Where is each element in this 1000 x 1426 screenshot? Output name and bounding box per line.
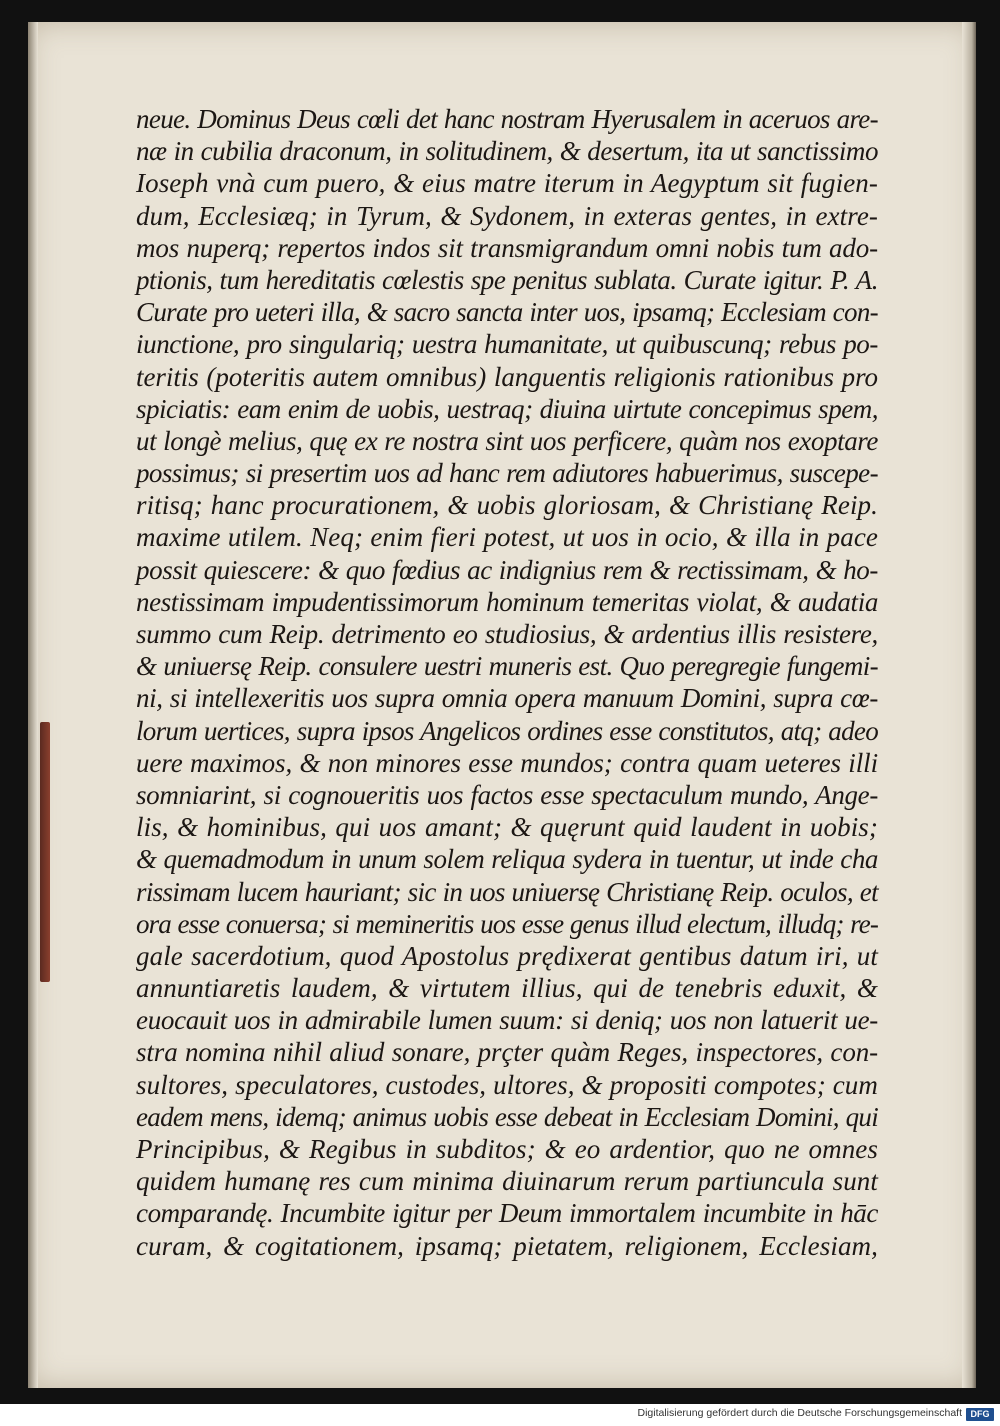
text-line: Ioseph vnà cum puero, & eius matre iterum in Aegyptum sit fugien- xyxy=(136,168,878,199)
text-line: euocauit uos in admirabile lumen suum: si deniq; uos non latuerit ue- xyxy=(136,1005,878,1036)
text-line: mos nuperq; repertos indos sit transmigrandum omni nobis tum ado- xyxy=(136,232,878,263)
body-text xyxy=(136,103,878,1262)
text-line: uere maximos, & non minores esse mundos; contra quam ueteres illi xyxy=(136,747,878,778)
text-line: ptionis, tum hereditatis cœlestis spe penitus sublata. Curate igitur. P. A. xyxy=(136,264,878,295)
text-line: stra nomina nihil aliud sonare, prçter quàm Reges, inspectores, con- xyxy=(136,1037,878,1068)
text-line: ni, si intellexeritis uos supra omnia opera manuum Domini, supra cœ- xyxy=(136,683,878,714)
text-line: quidem humanę res cum minima diuinarum rerum partiuncula sunt xyxy=(136,1166,878,1197)
text-line: Principibus, & Regibus in subditos; & eo ardentior, quo ne omnes xyxy=(136,1134,878,1164)
text-line: Curate pro ueteri illa, & sacro sancta inter uos, ipsamq; Ecclesiam con- xyxy=(136,297,878,328)
text-line: sultores, speculatores, custodes, ultores, & propositi compotes; cum xyxy=(136,1069,878,1100)
text-line: ora esse conuersa; si memineritis uos esse genus illud electum, illudq; re- xyxy=(136,908,878,939)
text-line: possit quiescere: & quo fœdius ac indignius rem & rectissimam, & ho- xyxy=(136,554,878,585)
text-line: lorum uertices, supra ipsos Angelicos ordines esse constitutos, atq; adeo xyxy=(136,715,878,746)
page-fore-edge xyxy=(962,22,976,1388)
text-line: ritisq; hanc procurationem, & uobis gloriosam, & Christianę Reip. xyxy=(136,490,878,521)
text-line: possimus; si presertim uos ad hanc rem adiutores habuerimus, suscepe- xyxy=(136,458,878,489)
text-line: & uniuersę Reip. consulere uestri muneris est. Quo peregregie fungemi- xyxy=(136,651,878,682)
text-line: nestissimam impudentissimorum hominum temeritas violat, & audatia xyxy=(136,586,878,617)
page-gutter-shadow xyxy=(28,22,38,1388)
text-line: annuntiaretis laudem, & virtutem illius, qui de tenebris eduxit, & xyxy=(136,973,878,1004)
text-line: rissimam lucem hauriant; sic in uos uniuersę Christianę Reip. oculos, et xyxy=(136,876,878,907)
text-line: dum, Ecclesiæq; in Tyrum, & Sydonem, in exteras gentes, in extre- xyxy=(136,200,878,231)
text-line: somniarint, si cognoueritis uos factos esse spectaculum mundo, Ange- xyxy=(136,779,878,810)
footer-bar xyxy=(0,1404,1000,1426)
text-line: comparandę. Incumbite igitur per Deum immortalem incumbite in hāc xyxy=(136,1198,878,1229)
text-line: teritis (poteritis autem omnibus) languentis religionis rationibus pro xyxy=(136,361,878,392)
funding-credit: Digitalisierung gefördert durch die Deutsche Forschungsgemeinschaft xyxy=(637,1407,962,1419)
text-line: iunctione, pro singulariq; uestra humanitate, ut quibuscunq; rebus po- xyxy=(136,329,878,360)
bookmark-ribbon xyxy=(40,722,50,982)
text-line: summo cum Reip. detrimento eo studiosius, & ardentius illis resistere, xyxy=(136,619,878,649)
text-line: maxime utilem. Neq; enim fieri potest, ut uos in ocio, & illa in pace xyxy=(136,522,878,553)
text-line: spiciatis: eam enim de uobis, uestraq; diuina uirtute concepimus spem, xyxy=(136,393,878,424)
text-line: curam, & cogitationem, ipsamq; pietatem, religionem, Ecclesiam, xyxy=(136,1230,878,1261)
text-line: gale sacerdotium, quod Apostolus prędixerat gentibus datum iri, ut xyxy=(136,940,878,971)
text-line: & quemadmodum in unum solem reliqua sydera in tuentur, ut inde cha xyxy=(136,844,878,875)
text-line: næ in cubilia draconum, in solitudinem, & desertum, ita ut sanctissimo xyxy=(136,136,878,167)
dfg-logo-icon: DFG xyxy=(966,1408,994,1421)
text-line: neue. Dominus Deus cœli det hanc nostram Hyerusalem in aceruos are- xyxy=(136,104,878,134)
text-line: ut longè melius, quę ex re nostra sint uos perficere, quàm nos exoptare xyxy=(136,425,878,456)
text-line: eadem mens, idemq; animus uobis esse debeat in Ecclesiam Domini, qui xyxy=(136,1101,878,1132)
text-line: lis, & hominibus, qui uos amant; & quęrunt quid laudent in uobis; xyxy=(136,812,878,843)
